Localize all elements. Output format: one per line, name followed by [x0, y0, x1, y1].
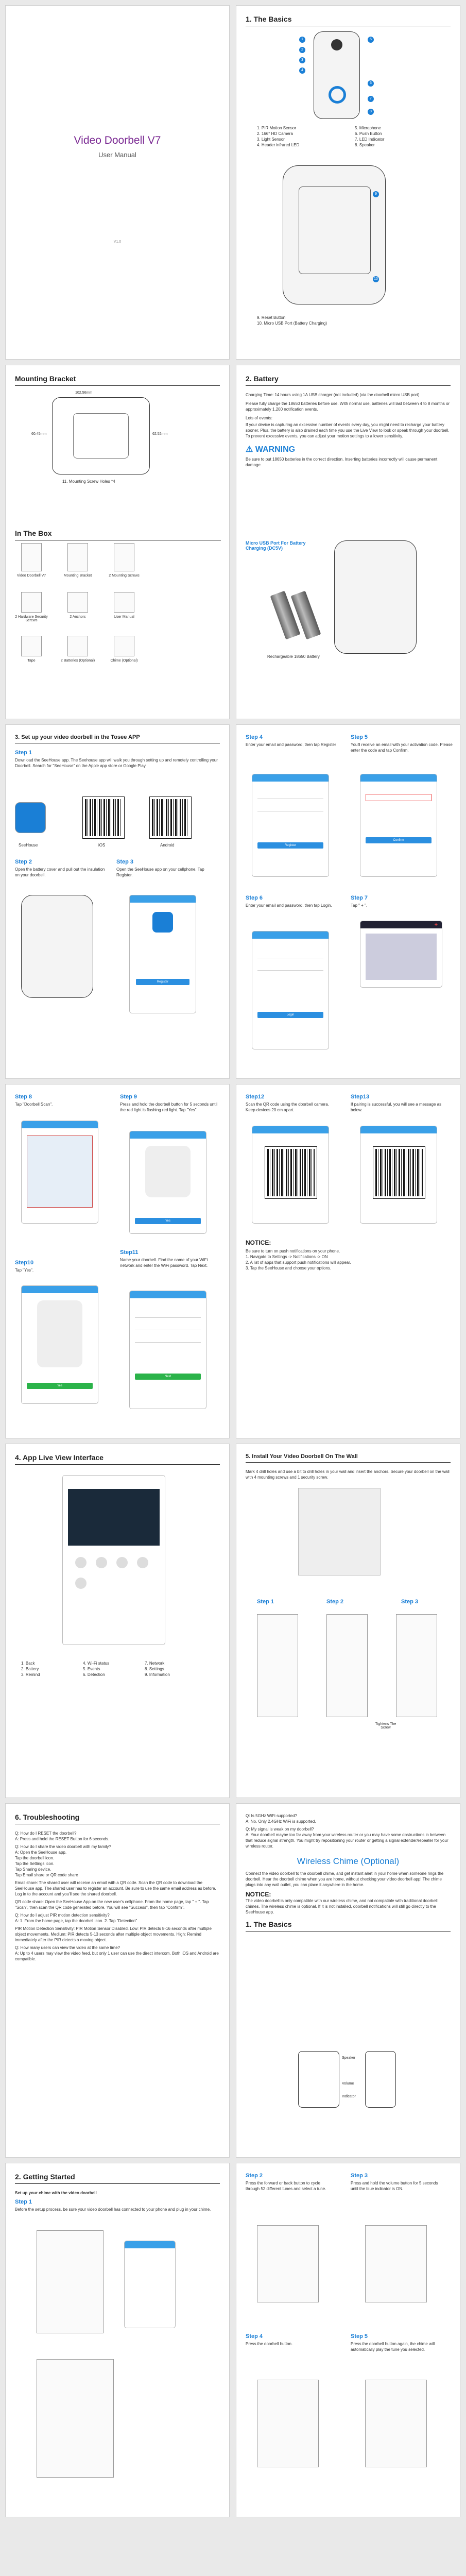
battery-cover-illustration [21, 895, 93, 998]
getting-steps-page: Step 2 Press the forward or back button to cycle through 52 different tunes and select a tune. Step 3 Press and hold the volume button for 5 seconds until the blue indicator is ON. Step 4 Press the doorbell button. Step 5 Press the doorbell button again, the chime will automatically play the tune you selected. [236, 2163, 460, 2517]
setup-page-d: Step12 Scan the QR code using the doorbell camera. Keep devices 20 cm apart. Step13 If pairing is successful, you will see a message as below. NOTICE: Be sure to turn on push notifications on your phone. 1. Navigate to Settings -> Notifications -> ON 2. A list of apps that support push notifications will appear. 3. Tap the SeeHouse and choose your options. [236, 1084, 460, 1438]
red-light-screen [129, 1131, 206, 1234]
confirm-button[interactable]: Confirm [366, 837, 432, 843]
troubleshooting-page: 6. Troubleshooting Q: How do I RESET the doorbell? A: Press and hold the RESET Button for 6 seconds. Q: How do I share the video doorbell with my family? A: Open the SeeHouse app. Tap the doorbell icon. Tap the Settings icon. Tap Sharing device. Tap Email share or QR code share Email share: The shared user will receive an email with a QR code. Scan the QR code to download the SeeHouse app. The shared user has to register an account. Be sure to use the same email address as before. Log in to the account and you'll see the shared doorbell. QR code share: Open the SeeHouse App on the new user's cellphone. From the home page, tap " + ". Tap "Scan", then scan the QR code generated before. You will see "Success", then tap "Confirm". Q: How do I adjust PIR motion detection sensitivity? A: 1. From the home page, tap the doorbell icon. 2. Tap "Detection" PIR Motion Detection Sensitivity: PIR Motion Sensor Disabled. Low: PIR detects 8-16 seconds after multiple object movements. Medium: PIR detects 5-13 seconds after multiple object movements. High: Remind immediately after the PIR detects a moving object. Q: How many users can view the video at the same time? A: Up to 4 users may view the video feed, but only 1 user can use the direct intercom. Both iOS and Android are compatible. [5, 1803, 230, 2158]
basics-page [236, 5, 460, 360]
setup-page-b: Step 4 Enter your email and password, then tap Register Step 5 You'll receive an email with your activation code. Please enter the code and tap Confirm. Register Confirm Step 6 Enter your email and password, then tap Login. Step 7 Tap " + ". Login + [236, 724, 460, 1079]
marker-icon: 9 [373, 191, 379, 197]
inbox-title: In The Box [15, 529, 221, 540]
doorbell-back-illustration [283, 165, 386, 304]
marker-icon: 2 [299, 47, 305, 53]
chime-tune-illustration [257, 2225, 319, 2302]
cover-page [5, 5, 230, 360]
chime-volume-illustration [365, 2225, 427, 2302]
next-button[interactable]: Next [135, 1374, 201, 1380]
bracket-drawing [52, 397, 150, 474]
camera-lens-icon [331, 39, 342, 50]
confirm-yes-screen [21, 1285, 98, 1404]
warning-title: ⚠ WARNING [246, 445, 296, 454]
doorbell-press-illustration [257, 2380, 319, 2467]
parts-list-a: 1. PIR Motion Sensor 2. 166° HD Camera 3. Light Sensor 4. Header infrared LED [257, 126, 300, 147]
install-step1-image [257, 1614, 298, 1717]
bracket-page: Mounting Bracket 102.56mm 62.52mm 60.45mm 11. Mounting Screw Holes *4 In The Box Video Doorbell V7 Mounting Bracket 2 Mounting Screws 2 Hardware Security Screws 2 Anchors User Manual Tape 2 Batteries (Optional) Chime (Optional) [5, 365, 230, 719]
register-screen [129, 895, 196, 1013]
ios-qr-code [83, 797, 124, 838]
cover-version: V1.0 [113, 240, 122, 244]
marker-icon: 6 [368, 80, 374, 87]
usb-port-label: Micro USB Port For Battery Charging (DC5V) [246, 540, 306, 551]
scan-qr-screen [252, 1126, 329, 1224]
marker-icon: 7 [368, 96, 374, 102]
trouble-title: 6. Troubleshooting [15, 1813, 220, 1824]
register-submit-button[interactable]: Register [257, 842, 323, 849]
setup-page-a: 3. Set up your video doorbell in the Tosee APP Step 1 Download the SeeHouse app. The Seehouse app will walk you through setting up and remotely controlling your Doorbell. Search for "SeeHouse" on the Apple app store or Google Play. SeeHouse iOS Android Step 2 Open the battery cover and pull out the insulation on your doorbell. Step 3 Open the SeeHouse app on your cellphone. Tap Register. Register [5, 724, 230, 1079]
wall-drill-illustration [298, 1488, 381, 1575]
login-button[interactable]: Login [257, 1012, 323, 1018]
marker-icon: 8 [368, 109, 374, 115]
live-view-page: 4. App Live View Interface 1. Back 2. Battery 3. Remind 4. Wi-Fi status 5. Events 6. Detection 7. Network 8. Settings 9. Information [5, 1444, 230, 1798]
phone-illustration [124, 2241, 176, 2328]
setup-page-c: Step 8 Tap "Doorbell Scan". Step 9 Press and hold the doorbell button for 5 seconds until the red light is flashing red light. Tap "Yes". Yes Step10 Tap "Yes". Step11 Name your doorbell. Find the name of your WiFi network and enter the WiFi password. Tap Next. Yes Next [5, 1084, 230, 1438]
pair-success-screen [360, 1126, 437, 1224]
wifi-setup-screen [129, 1291, 206, 1409]
install-step2-image [326, 1614, 368, 1717]
information-icon[interactable] [75, 1578, 87, 1589]
login-screen [252, 931, 329, 1049]
live-title: 4. App Live View Interface [15, 1453, 220, 1465]
getting-started-page: 2. Getting Started Set up your chime with the video doorbell Step 1 Before the setup process, be sure your video doorbell has connected to your phone and plug in your chime. [5, 2163, 230, 2517]
add-icon[interactable]: + [434, 922, 438, 928]
push-button-icon [329, 86, 346, 104]
bracket-title: Mounting Bracket [15, 375, 220, 386]
setup-title: 3. Set up your video doorbell in the Tosee APP [15, 734, 220, 743]
battery-title: 2. Battery [246, 375, 451, 386]
outlet-chime-illustration [37, 2359, 114, 2478]
marker-icon: 3 [299, 57, 305, 63]
doorbell-scan-screen [21, 1121, 98, 1224]
cover-title: Video Doorbell V7 [74, 134, 161, 146]
warning-icon: ⚠ [246, 445, 253, 454]
live-view-screen [62, 1475, 165, 1645]
hand-doorbell-illustration [37, 2230, 103, 2333]
chime-title: Wireless Chime (Optional) [297, 1856, 400, 1866]
marker-icon: 4 [299, 67, 305, 74]
register-button[interactable]: Register [136, 979, 189, 985]
getting-title: 2. Getting Started [15, 2173, 220, 2184]
add-device-screen [360, 921, 442, 988]
settings-icon[interactable] [137, 1557, 148, 1568]
yes-confirm-button[interactable]: Yes [27, 1383, 93, 1389]
install-title: 5. Install Your Video Doorbell On The Wall [246, 1453, 451, 1463]
bracket-note: 11. Mounting Screw Holes *4 [62, 479, 115, 484]
basics-title: 1. The Basics [246, 15, 451, 26]
parts-list-b: 5. Microphone 6. Push Button 7. LED Indicator 8. Speaker [355, 126, 385, 147]
detection-icon[interactable] [96, 1557, 107, 1568]
back-parts-list: 9. Reset Button 10. Micro USB Port (Battery Charging) [257, 315, 327, 326]
battery-compartment [299, 187, 371, 274]
doorbell-front-illustration [314, 31, 360, 119]
events-icon[interactable] [75, 1557, 87, 1568]
install-page: 5. Install Your Video Doorbell On The Wall Mark 4 drill holes and use a bit to drill holes in your wall and insert the anchors. Secure your doorbell on the wall with 4 mounting screws and 1 security screw. Step 1 Step 2 Step 3 Tightens The Screw [236, 1444, 460, 1798]
yes-button[interactable]: Yes [135, 1218, 201, 1224]
battery-back-illustration [334, 540, 417, 654]
chime-basics-title: 1. The Basics [246, 1920, 451, 1931]
warning-block: ⚠ WARNING Be sure to put 18650 batteries in the correct direction. Inserting batteries incorrectly will cause permanent damage. [246, 444, 451, 468]
marker-icon: 5 [368, 37, 374, 43]
marker-icon: 10 [373, 276, 379, 282]
chime-side-illustration [365, 2051, 396, 2108]
install-step3-image [396, 1614, 437, 1717]
chime-page: Q: Is 5GHz WiFi supported? A: No. Only 2.4GHz WiFi is supported. Q: My signal is weak on my doorbell? A: Your doorbell maybe too far away from your wireless router or you may have some obstructions in between that reduce signal strength. You might try repositioning your router or getting a signal extender/repeater for your wireless router. Wireless Chime (Optional) Connect the video doorbell to the doorbell chime, and get instant alert in your home when someone rings the doorbell. Hear the doorbell chime when you are home, without checking your video doorbell app! The chime plugs into any wall outlet, you can place it anywhere in the home. NOTICE: The video doorbell is only compatible with our wireless chime, and not compatible with traditional doorbell chimes. The wireless chime is optional. If it is not installed, doorbell notifications will still go directly to the SeeHouse app. 1. The Basics Speaker Volume Indicator [236, 1803, 460, 2158]
chime-front-illustration [298, 2051, 339, 2108]
register-form-screen [252, 774, 329, 877]
seehouse-app-icon [15, 802, 46, 833]
battery-page: 2. Battery Charging Time: 14 hours using 1A USB charger (not included) (via the doorbell micro USB port) Please fully charge the 18650 batteries before use. With normal use, batteries will last between 4 to 8 months or approximately 1,200 notification events. Lots of events: If your device is capturing an excessive number of events every day, you might need to recharge your battery sooner. Plus, the battery is also drained each time you use the Live View to look or speak through your doorbell. To prevent excessive events, you can adjust your motion settings to a lower sensitivity. ⚠ WARNING Be sure to put 18650 batteries in the correct direction. Inserting batteries incorrectly will cause permanent damage. Micro USB Port For Battery Charging (DC5V) Rechargeable 18650 Battery [236, 365, 460, 719]
marker-icon: 1 [299, 37, 305, 43]
confirm-code-screen [360, 774, 437, 877]
chime-play-illustration [365, 2380, 427, 2467]
network-icon[interactable] [116, 1557, 128, 1568]
android-qr-code [150, 797, 191, 838]
cover-subtitle: User Manual [98, 151, 136, 159]
